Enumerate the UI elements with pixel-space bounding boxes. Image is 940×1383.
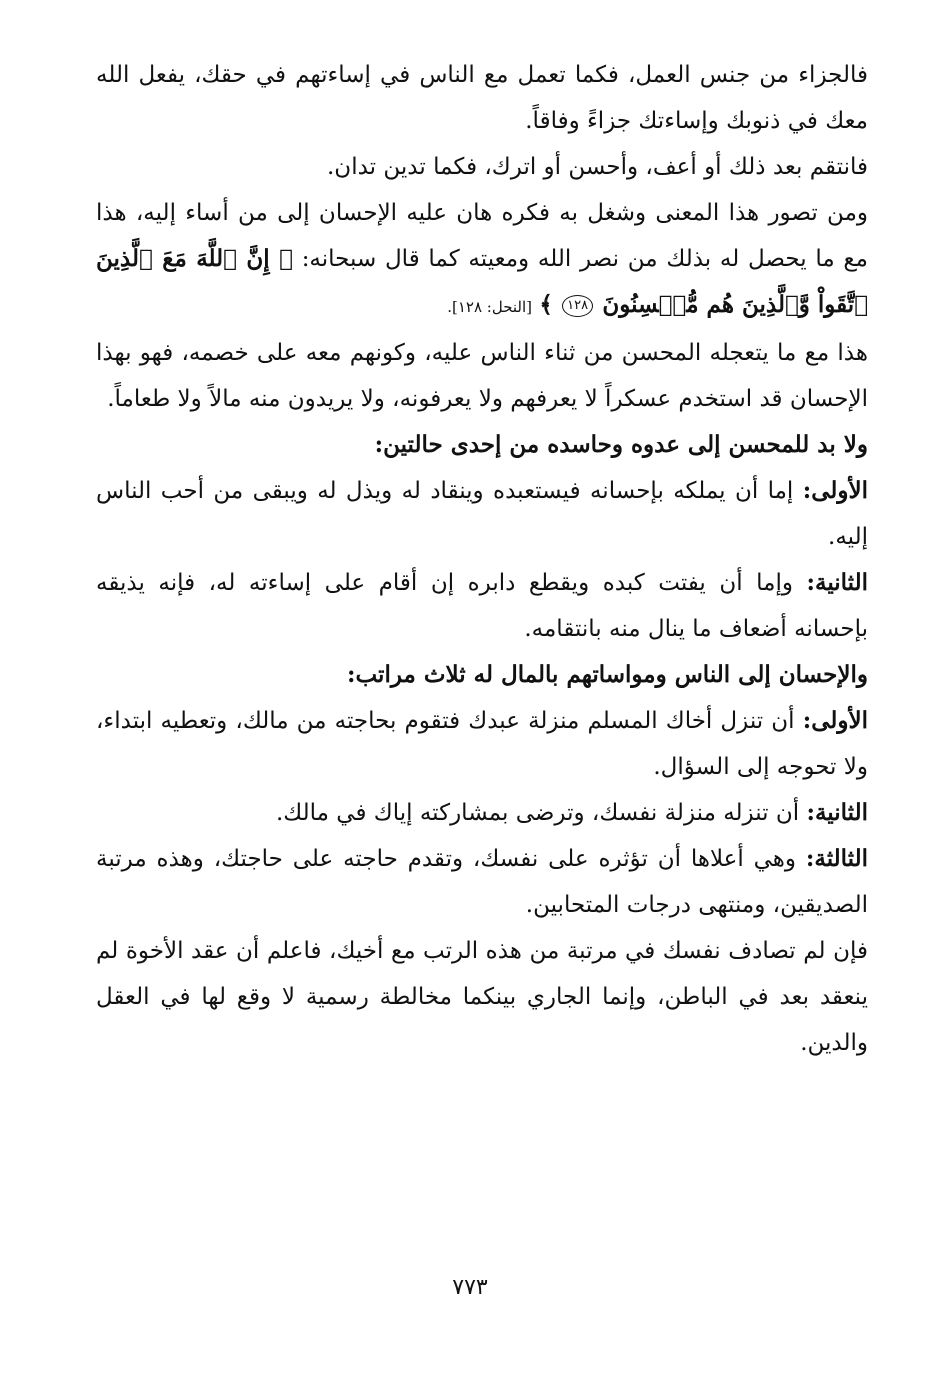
page-number: ٧٧٣ xyxy=(452,1275,488,1300)
item-lead-label: الأولى: xyxy=(802,477,869,504)
section-heading-three-ranks xyxy=(96,652,868,698)
list-item-state-first xyxy=(96,468,868,560)
quran-verse: ﴿ إِنَّ ٱللَّهَ مَعَ ٱلَّذِينَ ٱتَّقَواْ وَّٱلَّذِينَ هُم مُّحۡسِنُونَ xyxy=(96,245,868,318)
quran-verse-close: ﴾ xyxy=(539,291,553,318)
item-lead-label: الثانية: xyxy=(806,799,868,826)
page-body xyxy=(96,52,868,1066)
item-text: إما أن يملكه بإحسانه فيستعبده وينقاد له ويذل له ويبقى من أحب الناس إليه. xyxy=(96,478,868,550)
heading-text: ولا بد للمحسن إلى عدوه وحاسده من إحدى حالتين: xyxy=(374,431,868,458)
item-text: أن تنزل أخاك المسلم منزلة عبدك فتقوم بحاجته من مالك، وتعطيه ابتداء، ولا تحوجه إلى السؤال. xyxy=(96,708,868,780)
list-item-rank-first xyxy=(96,698,868,790)
item-text: وهي أعلاها أن تؤثره على نفسك، وتقدم حاجته على حاجتك، وهذه مرتبة الصديقين، ومنتهى درجات المتحابين. xyxy=(96,846,868,918)
section-heading-two-states xyxy=(96,422,868,468)
paragraph-brotherhood-conclusion xyxy=(96,928,868,1066)
list-item-state-second xyxy=(96,560,868,652)
paragraph-text: فالجزاء من جنس العمل، فكما تعمل مع الناس في إساءتهم في حقك، يفعل الله معك في ذنوبك وإساءتك جزاءً وفاقاً. xyxy=(96,62,868,134)
paragraph-reward-like-deed xyxy=(96,52,868,144)
list-item-rank-third xyxy=(96,836,868,928)
paragraph-text: فانتقم بعد ذلك أو أعف، وأحسن أو اترك، فكما تدين تدان. xyxy=(327,154,868,180)
ayah-number-marker: ١٢٨ xyxy=(562,295,593,317)
verse-reference: [النحل: ١٢٨]. xyxy=(447,298,532,316)
heading-text: والإحسان إلى الناس ومواساتهم بالمال له ثلاث مراتب: xyxy=(346,661,868,688)
paragraph-text: ومن تصور هذا المعنى وشغل به فكره هان عليه الإحسان إلى من أساء إليه، هذا مع ما يحصل له بذلك من نصر الله ومعيته كما قال سبحانه: xyxy=(96,200,868,272)
list-item-rank-second xyxy=(96,790,868,836)
paragraph-take-revenge-or-forgive xyxy=(96,144,868,190)
item-lead-label: الثانية: xyxy=(806,569,869,596)
paragraph-text: فإن لم تصادف نفسك في مرتبة من هذه الرتب مع أخيك، فاعلم أن عقد الأخوة لم ينعقد بعد في الباطن، وإنما الجاري بينكما مخالطة رسمية لا وقع لها في العقل والدين. xyxy=(96,938,868,1056)
item-text: وإما أن يفتت كبده ويقطع دابره إن أقام على إساءته له، فإنه يذيقه بإحسانه أضعاف ما ينال منه بانتقامه. xyxy=(96,570,868,642)
paragraph-text: هذا مع ما يتعجله المحسن من ثناء الناس عليه، وكونهم معه على خصمه، فهو بهذا الإحسان قد استخدم عسكراً لا يعرفهم ولا يعرفونه، ولا يريدون منه مالاً ولا طعاماً. xyxy=(96,340,868,412)
item-lead-label: الأولى: xyxy=(802,707,868,734)
paragraph-praise-of-people xyxy=(96,330,868,422)
item-lead-label: الثالثة: xyxy=(805,845,869,872)
paragraph-with-quran-verse xyxy=(96,190,868,330)
item-text: أن تنزله منزلة نفسك، وترضى بمشاركته إياك في مالك. xyxy=(275,800,800,826)
